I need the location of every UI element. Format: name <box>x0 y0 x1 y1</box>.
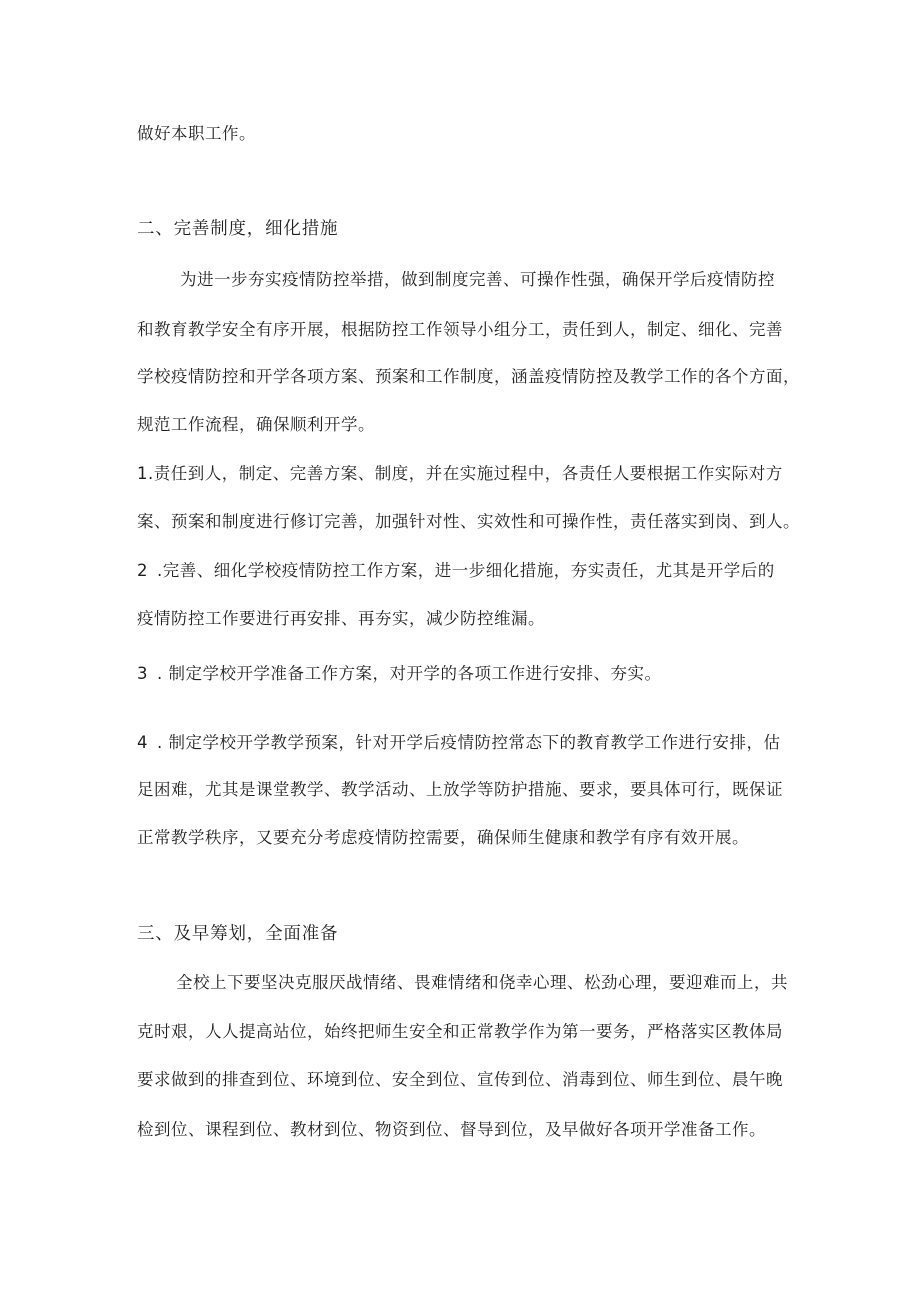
item2-number: 2 <box>137 561 148 580</box>
section2-para-line: 学校疫情防控和开学各项方案、预案和工作制度，涵盖疫情防控及教学工作的各个方面， <box>137 367 800 386</box>
item3-number: 3 <box>137 664 148 683</box>
section2-heading: 二、完善制度，细化措施 <box>137 219 339 239</box>
section3-para-line: 全校上下要坚决克服厌战情绪、畏难情绪和侥幸心理、松劲心理，要迎难而上，共 <box>176 973 788 992</box>
item4-line: . 制定学校开学教学预案，针对开学后疫情防控常态下的教育教学工作进行安排，估 <box>157 733 781 752</box>
intro-line: 做好本职工作。 <box>137 124 256 143</box>
section3-para-line: 克时艰，人人提高站位，始终把师生安全和正常教学作为第一要务，严格落实区教体局 <box>137 1022 783 1041</box>
item1-line: 案、预案和制度进行修订完善，加强针对性、实效性和可操作性，责任落实到岗、到人。 <box>137 512 800 531</box>
section2-para-line: 和教育教学安全有序开展，根据防控工作领导小组分工，责任到人，制定、细化、完善 <box>137 320 783 339</box>
section3-para-line: 要求做到的排查到位、环境到位、安全到位、宣传到位、消毒到位、师生到位、晨午晚 <box>137 1070 783 1089</box>
section3-para-line: 检到位、课程到位、教材到位、物资到位、督导到位，及早做好各项开学准备工作。 <box>137 1120 766 1139</box>
item4-number: 4 <box>137 733 148 752</box>
item2-line: 疫情防控工作要进行再安排、再夯实，减少防控维漏。 <box>137 609 545 628</box>
section3-heading: 三、及早筹划，全面准备 <box>137 924 339 944</box>
section2-para-line: 规范工作流程，确保顺利开学。 <box>137 415 375 434</box>
section2-para-line: 为进一步夯实疫情防控举措，做到制度完善、可操作性强，确保开学后疫情防控 <box>180 270 775 289</box>
item2-line: .完善、细化学校疫情防控工作方案，进一步细化措施，夯实责任，尤其是开学后的 <box>157 561 775 580</box>
item3-line: . 制定学校开学准备工作方案，对开学的各项工作进行安排、夯实。 <box>157 664 662 683</box>
item1-line: 1.责任到人，制定、完善方案、制度，并在实施过程中，各责任人要根据工作实际对方 <box>137 464 783 483</box>
item4-line: 足困难，尤其是课堂教学、教学活动、上放学等防护措施、要求，要具体可行，既保证 <box>137 780 783 799</box>
item4-line: 正常教学秩序，又要充分考虑疫情防控需要，确保师生健康和教学有序有效开展。 <box>137 828 749 847</box>
